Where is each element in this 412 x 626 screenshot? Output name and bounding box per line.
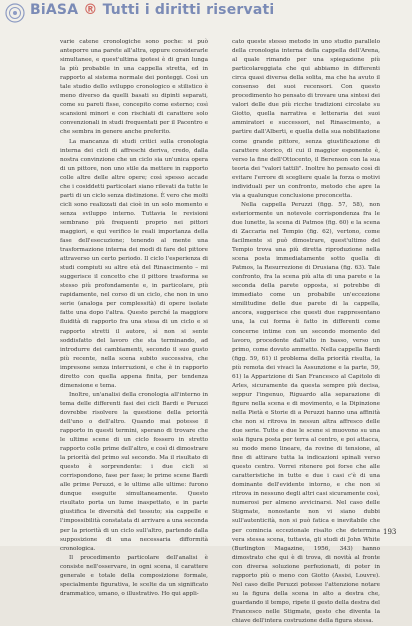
paragraph: cato queste stesso metodo in uno studio parallelo della cronologia interna della cappella dell'Arena, al quale rimando per una spiegazione più particolareggiata che qui abbiamo in differenti circa quasi diversa della solita, ma che ha avuto il consenso dei suoi recensori. Con questo procedimento ho pensato di trovare una sintesi dei valori delle due più ricche tradizioni circolate su Giotto, quella narrativa e letteraria dei suoi ammiratori e successori, nel Rinascimento, a partire dall'Alberti, e quella della sua nobilitazione come grande pittore, senza giustificazione di carattere storico, di cui il maggior esponente è, verso la fine dell'Ottocento, il Berenson con la sua teoria dei "valori tattili". Inoltre ho pensato così di evitare l'errore di scegliere quale la forza o motivi individuali per un confronto, metodo che apre la via a qualunque conclusione preconcetta. xyxy=(232,39,380,199)
watermark-part1: BiASA xyxy=(30,2,79,18)
left-text-column xyxy=(60,38,208,597)
library-logo-icon xyxy=(4,2,26,24)
watermark-part2: Tutti i diritti riservati xyxy=(102,2,275,18)
paragraph: Nella cappella Peruzzi (figg. 57, 58), non esteriormente un notevole corrispondenza fra le due lunette, la scena di Patmos (fig. 60) e la scena di Zaccaria nel Tempio (fig. 62), vertono, come facilmente si può dimostrare, quest'ultimo del Tempio trova una più diretta riproduzione nella scena posta immediatamente sotto quella di Patmos, la Resurrezione di Drusiana (fig. 63). Tale confronto, fra la scena più alta di una parete e la seconda della parete opposta, si potrebbe di immediato come un probabile un'eccezione similitudine delle due parete di la cappella, ancora, suggerisce che questi due rappresentano una, la cui forma è fatto in differenti come concerne intime con un secondo momento del lavoro, procedente dall'alto in basso, verso un primo, come dovuto ammetto. Nella cappella Bardi (figg. 59, 61) il problema della priorità risulta, la più remota dei vivaci la Assunzione e la parte, 59, 61) la Apparizione di San Francesco al Capitolo di Arles, sicuramente da questa sempre più decisa, seppur l'ingenuo, Riguardo alla separazione di figure nella scena e di movimento, e la Dipinzione nella Pietà e Storie di a Peruzzi hanno una affinità che non si ritrova in nessun altra affresco delle due serie. Tutte e due le scene si muovono su una sola figura posta per terra al centro, e poi attacca, su modo meno lineare, da rovine di tensione, al fine di attirare tutta la indicazioni spinali verso questo centro. Vorrei ritenere poi forse che alle caratteristiche in tutte e due i casi c'è di una dominante dell'evidente intorno, e che non si ritrova in nessuno degli altri casi sicuramente così, numerosi per almeno avvicinarsi. Nel caso delle Stigmate, nonostante non vi siano dubbi sull'autenticità, non si può fatica e inevitabile che per comincia eccezionale risalto che determina vera stessa scena, tuttavia, gli studi di John White (Burlington Magazine, 1956, 343) hanno dimostrato che qui è di trova, di novità al fronte con diversa soluzione perfezionati, di poter in rapporto più o meno con Giotto (Assisi, Louvre). Nel caso delle Peruzzi potesse l'attenzione notare su la figura della scena in alto a destra che, guardando il tempo, ripete il gesto della destra del Francesco nelle Stigmate, gesto che diventa la chiave dell'intera costruzione della figura stessa. xyxy=(232,201,380,624)
watermark-text xyxy=(30,2,274,18)
paragraph: varie catene cronologiche sono poche: si può anteporre una parete all'altra, oppure considerarle simultanee, e quest'ultima ipotesi è di gran lunga la più probabile in una cappella stretta, ed in rapporto al sistema normale dei ponteggi. Così un tale studio dello sviluppo cronologico e stilistico è meno diverso da quelli basati su dipinti separati, come su pareti fisse, concepito come esterno; così scansioni minori e con rischiati di carattere solo convenzionali in studi frequentati per il Pacentro e che sembra in genere anche preferito. xyxy=(60,39,208,136)
page-number: 193 xyxy=(383,528,397,536)
paragraph: Inoltre, un'analisi della cronologia all'interno in tema delle differenti fasi dei cicli Bardi e Peruzzi dovrebbe risolvere la questione della priorità dell'uno o dell'altro. Quando mai potesse il rapporto in questi termini, sperano di trovare che le ultime scene di un ciclo fossero in stretto rapporto colle prime dell'altro, e così di dimostrare la priorità del primo sul secondo. Ma il risultato di questo è sorprendente: i due cicli si corrispondono, fase per fase; le prime scene Bardi alle prime Peruzzi, e le ultime alle ultime: furono dunque eseguite simultaneamente. Questo risultato porta un lume inaspettato, e in parte giustifica le diversità del tessuto; sia cappelle e l'impossibilità constatata di arrivare a una seconda per la priorità di un ciclo sull'altro, partendo dalla supposizione di una necessaria difformità cronologica. xyxy=(60,391,208,552)
watermark-banner xyxy=(0,0,412,30)
paragraph: La mancanza di studi critici sulla cronologia interna dei cicli di affreschi deriva, credo, dalla nostra convinzione che un ciclo sia un'unica opera di un pittore, non uno stile da mettere in rapporto colle altre delle altre opere; così spesso accade che i cosiddetti particolari siano rilevati da tutte le parti di un ciclo senza distinzione. È vero che molti cicli sono realizzati dai cioè in un solo momento e senza sviluppo interno. Tuttavia le revisioni sembrano più frequenti proprio nei pittori maggiori, e qui verifico le reali importanza della fase dell'esecuzione; tenendo al mente una trasformazione interna dei modi di fare del pittore attraverso un certo periodo. Il ciclo l'esperienza di studi compiuti su altre età del Rinascimento – mi suggerisce il concetto che il pittore trasforma se stesso più profondamente e, in particolare, più rapidamente, nel corso di un ciclo, che non in uno serie (analoga per complessità) di opere isolate fatte una dopo l'altra. Questo perché la maggiore fluidità di rapporto fra una stesa di un ciclo e si rapporto stretti il autore, sì non si sente soddisfatto del lavoro che sta terminando, ad introdurre dei cambiamenti, secondo il suo gusto più recente, nella scena subito successiva, che impresone senza interruzioni, e che è in rapporto diretto con quella appena finita, per tendenza dimensione e tema. xyxy=(60,138,208,389)
watermark-separator: ® xyxy=(83,2,98,18)
right-text-column xyxy=(232,38,380,624)
paragraph: Il procedimento particolare dell'analisi è consiste nell'osservare, in ogni scena, il carattere generale e totale della composizione formale, specialmente figurativa, le scelte da un significato drammatico, umano, o illustrativo. Ho qui appli- xyxy=(60,554,208,597)
